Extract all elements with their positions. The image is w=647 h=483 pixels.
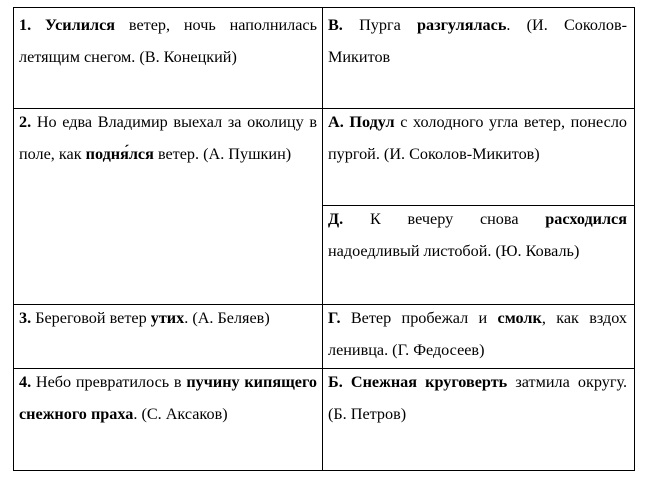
sentence-text: . (С. Аксаков) (133, 405, 228, 423)
key-word: Усилился (44, 16, 116, 34)
key-word: пучину кипящего снежного праха (19, 373, 317, 423)
item-label: 2. (19, 113, 32, 131)
sentence-text: надоедливый листобой. (Ю. Коваль) (328, 242, 580, 260)
item-label: Б. (328, 373, 343, 391)
item-label: 3. (19, 309, 32, 327)
sentence-text: Но едва Владимир выехал за околицу в поле, как (19, 113, 317, 163)
item-label: 1. (19, 16, 32, 34)
sentence-text: Ветер пробежал и (340, 309, 498, 327)
sentence-text: Небо превратилось в (31, 373, 187, 391)
sentence-cell (19, 106, 317, 170)
sentence-text: Пурга (342, 16, 417, 34)
item-label: 4. (19, 373, 32, 391)
item-label: Д. (328, 210, 344, 228)
key-word: Снежная круговерть (350, 373, 508, 391)
key-word: расходился (545, 210, 627, 228)
sentence-text: Береговой ветер (31, 309, 151, 327)
sentence-cell (19, 366, 317, 430)
column-divider (322, 7, 323, 471)
sentence-cell (19, 302, 317, 334)
item-label: Г. (328, 309, 341, 327)
table-border-bottom (13, 470, 635, 471)
option-cell (328, 302, 627, 366)
option-cell (328, 9, 627, 73)
item-label: В. (328, 16, 343, 34)
option-cell (328, 366, 627, 430)
sentence-text: . (И. Соколов-Микитов (328, 16, 627, 66)
sentence-text: ветер. (А. Пушкин) (153, 145, 292, 163)
sentence-text (343, 373, 351, 391)
option-cell (328, 203, 627, 267)
sentence-text: затмила округу. (Б. Петров) (328, 373, 628, 423)
sentence-text: ветер, ночь наполнилась летящим снегом. (В. Конецкий) (19, 16, 317, 66)
table-border-right (634, 7, 635, 471)
sentence-text: с холодного угла ветер, понесло пургой. (И. Соколов-Микитов) (328, 113, 627, 163)
table-border-left (13, 7, 14, 471)
sentence-text: К вечеру снова (343, 210, 546, 228)
matching-table (13, 7, 635, 471)
key-word: подня́лся (85, 145, 154, 163)
sentence-text: , как вздох ленивца. (Г. Федосеев) (328, 309, 627, 359)
sentence-cell (19, 9, 317, 73)
table-border-top (13, 7, 635, 8)
key-word: смолк (497, 309, 542, 327)
sentence-text: . (А. Беляев) (184, 309, 270, 327)
sentence-text (31, 16, 45, 34)
key-word: Подул (349, 113, 395, 131)
key-word: разгулялась (416, 16, 507, 34)
option-cell (328, 106, 627, 170)
key-word: утих (150, 309, 185, 327)
item-label: А. (328, 113, 344, 131)
